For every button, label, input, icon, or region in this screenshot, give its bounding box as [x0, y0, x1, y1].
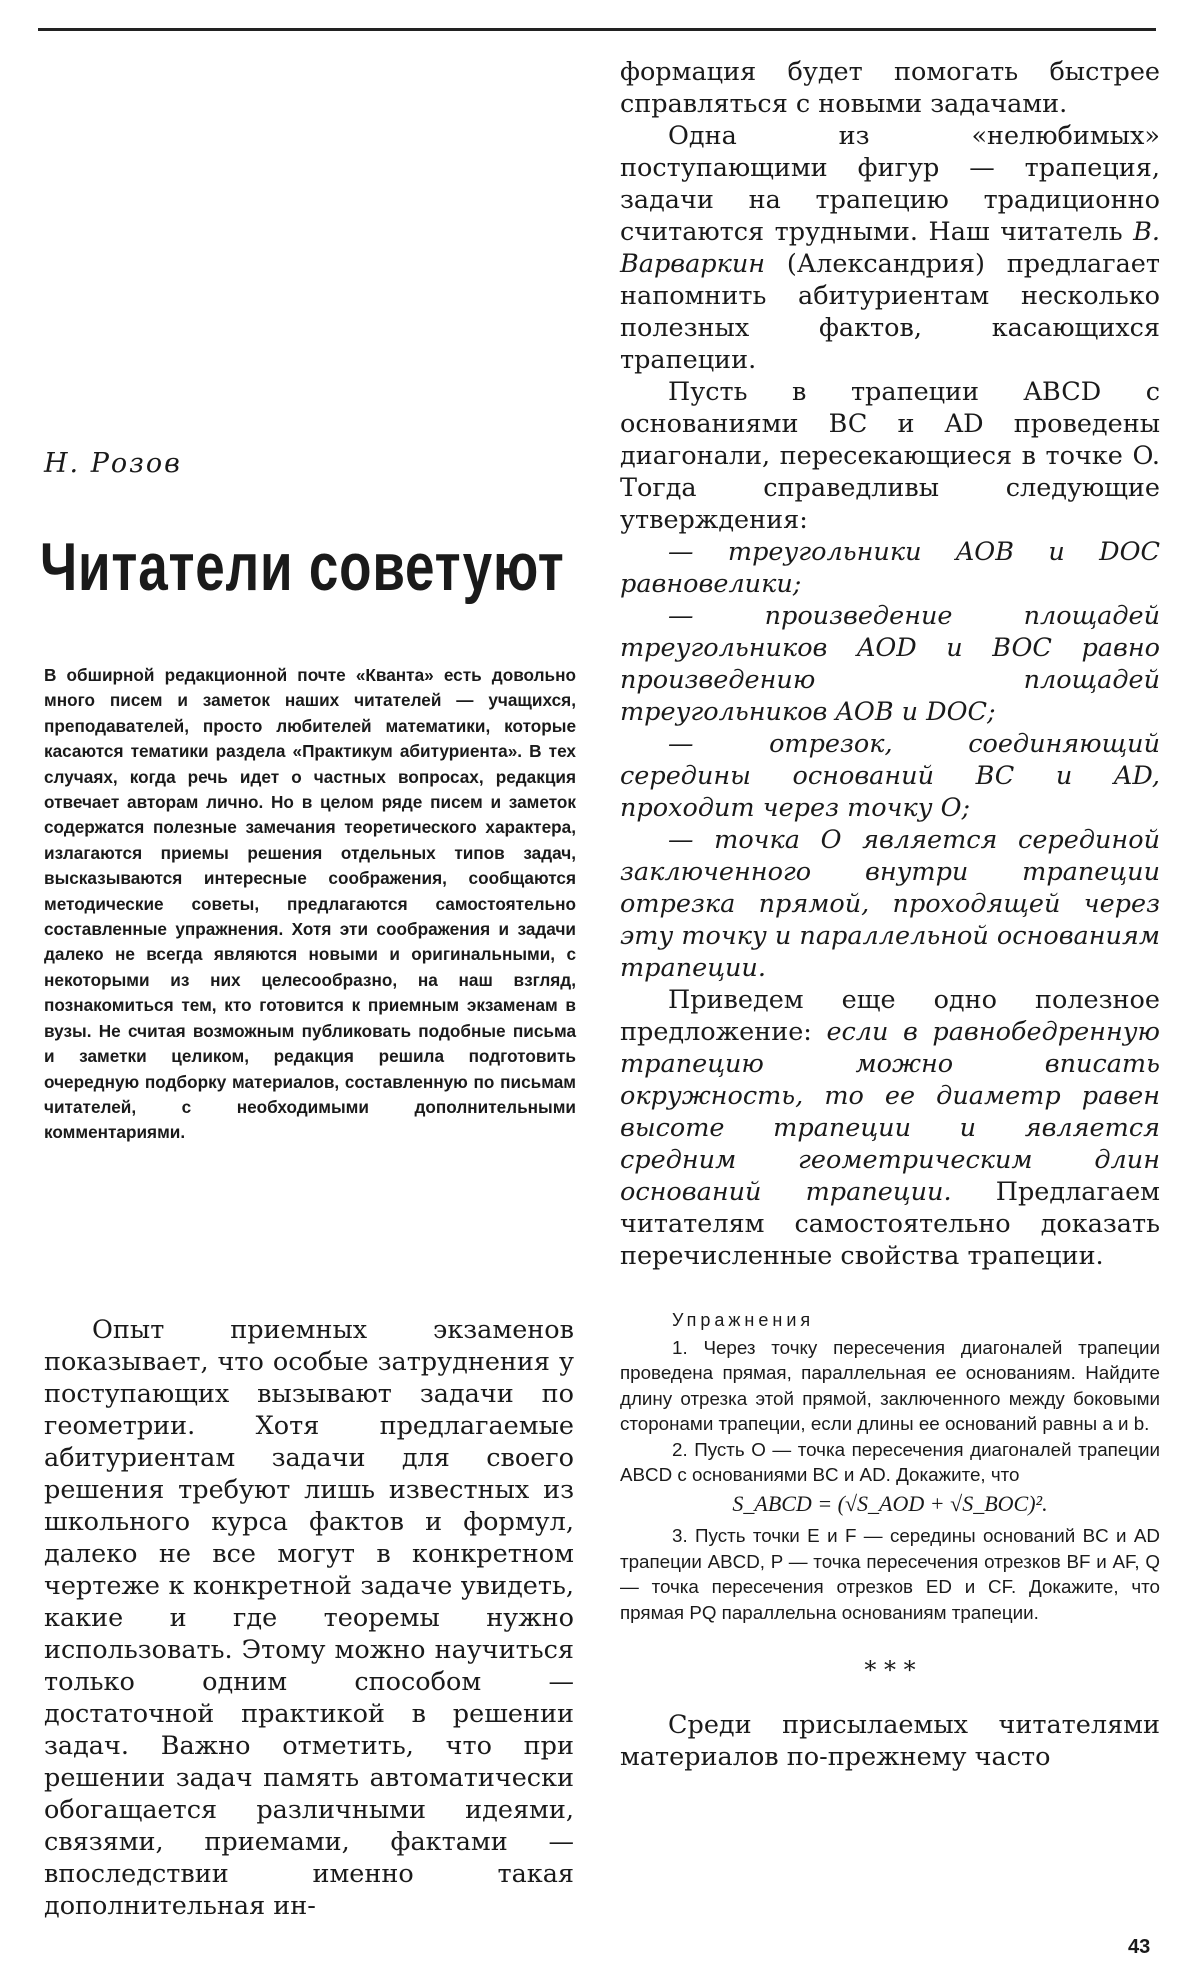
- exercise-2: 2. Пусть O — точка пересечения диагоналей трапеции ABCD с основаниями BC и AD. Докажите, что: [620, 1438, 1160, 1486]
- page-number: 43: [1128, 1936, 1151, 1958]
- claim-item: — произведение площадей треугольников AOD и BOC равно произведению площадей треугольников AOB и DOC;: [620, 601, 1160, 727]
- exercise-3: 3. Пусть точки E и F — середины оснований BC и AD трапеции ABCD, P — точка пересечения отрезков BF и AF, Q — точка пересечения отрезков ED и CF. Докажите, что прямая PQ параллельна основаниям трапеции.: [620, 1525, 1160, 1623]
- lead-paragraph: В обширной редакционной почте «Кванта» есть довольно много писем и заметок наших читателей — учащихся, преподавателей, просто любителей математики, которые касаются тематики раздела «Практикум абитуриента». В тех случаях, когда речь идет о частных вопросах, редакция отвечает авторам лично. Но в целом ряде писем и заметок содержатся полезные замечания теоретического характера, излагаются приемы решения отдельных типов задач, высказываются интересные соображения, сообщаются методические советы, предлагаются самостоятельно составленные упражнения. Хотя эти соображения и задачи далеко не всегда являются новыми и оригинальными, с некоторыми из них целесообразно, на наш взгляд, познакомиться тем, кто готовится к приемным экзаменам в вузы. Не считая возможным публиковать подобные письма и заметки целиком, редакция решила подготовить очередную подборку материалов, составленную по письмам читателей, с необходимыми дополнительными комментариями.: [44, 665, 576, 1143]
- continued-paragraph: формация будет помогать быстрее справляться с новыми задачами.: [620, 57, 1160, 119]
- closing-paragraph: Среди присылаемых читателями материалов по-прежнему часто: [620, 1710, 1160, 1773]
- claim-item: — треугольники AOB и DOC равновелики;: [620, 537, 1160, 599]
- area-formula: S_ABCD = (√S_AOD + √S_BOC)².: [732, 1491, 1048, 1517]
- exercise-1: 1. Через точку пересечения диагоналей трапеции проведена прямая, параллельная ее основаниям. Найдите длину отрезка этой прямой, заключенного между боковыми сторонами трапеции, если длины ее оснований равны a и b.: [620, 1337, 1160, 1435]
- exercises-heading: Упражнения: [672, 1310, 815, 1330]
- claim-item: — отрезок, соединяющий середины оснований BC и AD, проходит через точку O;: [620, 729, 1160, 823]
- author-name: Н. Розов: [44, 448, 182, 479]
- paragraph-trapezoid-intro: Одна из «нелюбимых» поступающими фигур — трапеция, задачи на трапецию традиционно считаются трудными. Наш читатель В. Варваркин (Александрия) предлагает напомнить абитуриентам несколько полезных фактов, касающихся трапеции.: [620, 121, 1160, 375]
- paragraph-setup: Пусть в трапеции ABCD с основаниями BC и AD проведены диагонали, пересекающиеся в точке O. Тогда справедливы следующие утверждения:: [620, 377, 1160, 535]
- article-title: Читатели советуют: [40, 529, 565, 605]
- top-rule: [38, 28, 1156, 31]
- reader-name: В. Варваркин: [620, 217, 1160, 279]
- section-separator: * * *: [864, 1656, 916, 1685]
- proposition-statement: если в равнобедренную трапецию можно вписать окружность, то ее диаметр равен высоте трапеции и является средним геометрическим длин оснований трапеции.: [620, 1017, 1160, 1207]
- claim-item: — точка O является серединой заключенного внутри трапеции отрезка прямой, проходящей через эту точку и параллельной основаниям трапеции.: [620, 825, 1160, 983]
- body-paragraph: Опыт приемных экзаменов показывает, что особые затруднения у поступающих вызывают задачи по геометрии. Хотя предлагаемые абитуриентам задачи для своего решения требуют лишь известных из школьного курса фактов и формул, далеко не все могут в конкретном чертеже к конкретной задаче увидеть, какие и где теоремы нужно использовать. Этому можно научиться только одним способом — достаточной практикой в решении задач. Важно отметить, что при решении задач память автоматически обогащается различными идеями, связями, приемами, фактами — впоследствии именно такая дополнительная ин-: [44, 1315, 574, 1921]
- right-column: [620, 56, 1160, 1773]
- left-column-body: [44, 1314, 574, 1922]
- paragraph-proposition: Приведем еще одно полезное предложение: если в равнобедренную трапецию можно вписать окружность, то ее диаметр равен высоте трапеции и является средним геометрическим длин оснований трапеции. Предлагаем читателям самостоятельно доказать перечисленные свойства трапеции.: [620, 985, 1160, 1271]
